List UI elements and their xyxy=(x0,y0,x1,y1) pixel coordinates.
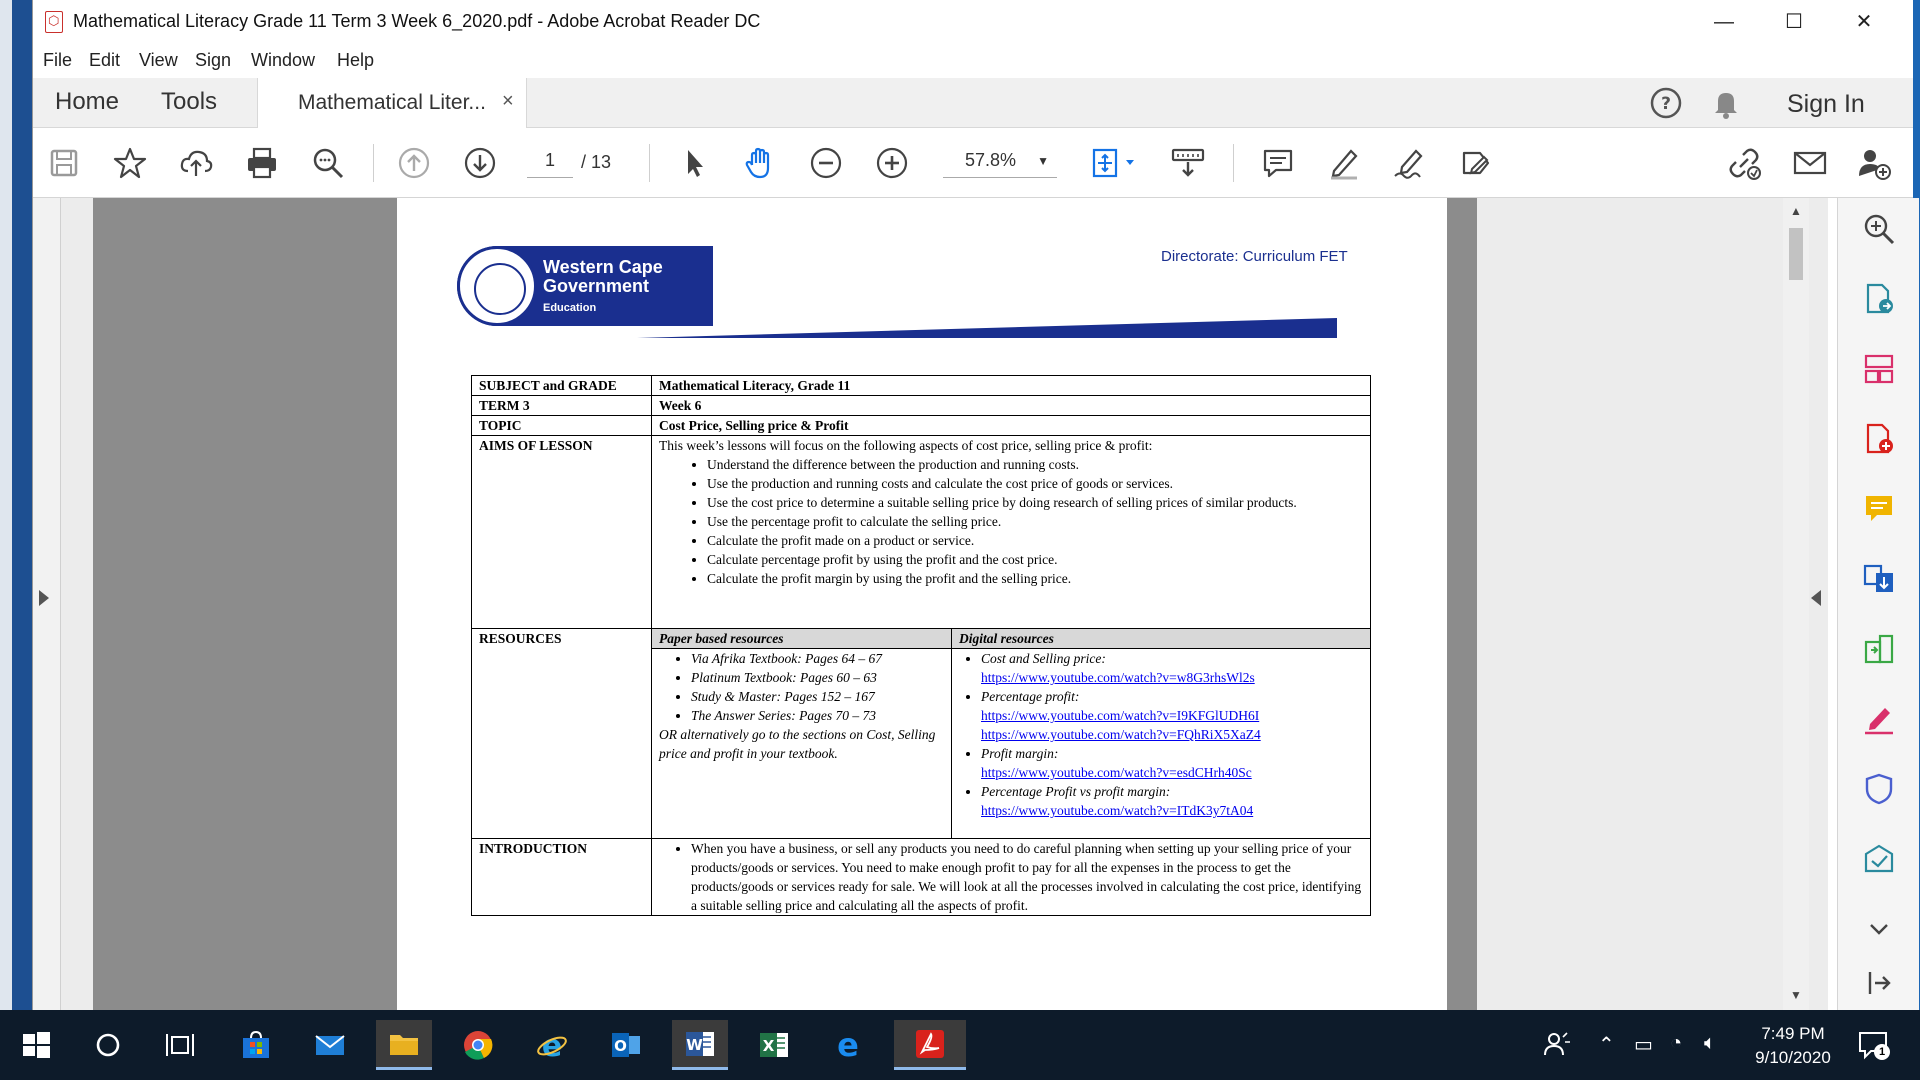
collapse-panel-icon[interactable] xyxy=(1858,962,1900,1004)
list-item: • Use the production and running costs and calculate the cost price of goods or services. xyxy=(707,474,1363,493)
list-item xyxy=(981,649,1363,687)
share-link-icon[interactable] xyxy=(1723,142,1765,184)
people-icon[interactable] xyxy=(1528,1020,1584,1070)
notification-count-badge: 1 xyxy=(1874,1044,1890,1060)
list-item: • Platinum Textbook: Pages 60 – 63 xyxy=(691,668,944,687)
menu-view[interactable]: View xyxy=(139,50,178,70)
aims-cell xyxy=(652,436,1371,629)
email-icon[interactable] xyxy=(1789,142,1831,184)
logo-subtext: Education xyxy=(543,302,597,314)
select-arrow-icon[interactable] xyxy=(673,142,715,184)
table-row xyxy=(472,396,1371,416)
digital-title: Percentage Profit vs profit margin: xyxy=(981,784,1171,799)
toolbar-divider xyxy=(1233,144,1234,182)
task-view-icon[interactable] xyxy=(152,1020,208,1070)
protect-shield-icon[interactable] xyxy=(1858,768,1900,810)
tab-document[interactable] xyxy=(257,78,527,129)
scroll-up-arrow-icon[interactable]: ▲ xyxy=(1790,204,1802,218)
svg-text:e: e xyxy=(541,1029,563,1062)
store-icon[interactable] xyxy=(228,1020,284,1070)
zoom-level-value: 57.8% xyxy=(965,150,1017,170)
maximize-button[interactable]: ☐ xyxy=(1785,11,1803,33)
logo-text xyxy=(543,258,663,296)
menu-window[interactable]: Window xyxy=(251,50,316,70)
list-item: • Via Afrika Textbook: Pages 64 – 67 xyxy=(691,649,944,668)
zoom-search-icon[interactable] xyxy=(1858,208,1900,250)
action-center-icon[interactable] xyxy=(1856,1028,1890,1062)
subject-value: Mathematical Literacy, Grade 11 xyxy=(652,376,1371,396)
internet-explorer-icon[interactable] xyxy=(524,1020,580,1070)
list-item xyxy=(981,744,1363,782)
topic-label: TOPIC xyxy=(472,416,652,436)
logo-emblem xyxy=(457,246,537,326)
organize-pages-icon[interactable] xyxy=(1858,348,1900,390)
introduction-cell xyxy=(652,839,1371,916)
chevron-down-icon: ▼ xyxy=(1037,154,1049,168)
search-zoom-icon[interactable] xyxy=(307,142,349,184)
digital-resources-list xyxy=(959,649,1363,820)
zoom-in-icon[interactable] xyxy=(871,142,913,184)
create-pdf-icon[interactable] xyxy=(1858,418,1900,460)
youtube-link[interactable]: https://www.youtube.com/watch?v=FQhRiX5XaZ4 xyxy=(981,727,1261,742)
digital-resources-cell xyxy=(952,649,1371,839)
subject-label: SUBJECT and GRADE xyxy=(472,376,652,396)
toolbar-divider xyxy=(373,144,374,182)
list-item: • Study & Master: Pages 152 – 167 xyxy=(691,687,944,706)
paper-resources-header: Paper based resources xyxy=(652,629,952,649)
table-row xyxy=(472,629,1371,649)
tab-bar xyxy=(33,78,1913,128)
export-pdf-icon[interactable] xyxy=(1858,278,1900,320)
page-up-icon[interactable] xyxy=(393,142,435,184)
volume-icon[interactable]: 🔈︎ xyxy=(1704,1032,1716,1054)
comment-tool-icon[interactable] xyxy=(1858,488,1900,530)
table-row xyxy=(472,436,1371,629)
lesson-plan-table xyxy=(471,375,1371,916)
toolbar-divider xyxy=(649,144,650,182)
youtube-link[interactable]: https://www.youtube.com/watch?v=esdCHrh40Sc xyxy=(981,765,1252,780)
edit-sign-icon[interactable] xyxy=(1455,142,1497,184)
tab-document-label: Mathematical Liter... xyxy=(298,91,486,114)
toolbar xyxy=(33,128,1913,198)
list-item: • Use the cost price to determine a suitable selling price by doing research of selling prices of similar products. xyxy=(707,493,1363,512)
wifi-icon[interactable]: ◔ xyxy=(1670,1032,1683,1054)
hand-icon[interactable] xyxy=(739,142,781,184)
close-window-button[interactable]: ✕ xyxy=(1855,11,1873,33)
windows-taskbar xyxy=(0,1010,1920,1080)
add-user-icon[interactable] xyxy=(1853,142,1895,184)
highlight-pen-icon[interactable] xyxy=(1323,142,1365,184)
aims-list xyxy=(659,455,1363,588)
comment-icon[interactable] xyxy=(1257,142,1299,184)
background-window-edge xyxy=(12,0,32,1010)
edge-icon[interactable] xyxy=(820,1020,876,1070)
window-title: Mathematical Literacy Grade 11 Term 3 Week 6_2020.pdf - Adobe Acrobat Reader DC xyxy=(73,11,761,31)
paper-resources-list xyxy=(659,649,944,725)
aims-intro: This week’s lessons will focus on the following aspects of cost price, selling price & profit: xyxy=(659,438,1153,453)
sign-pen-icon[interactable] xyxy=(1389,142,1431,184)
youtube-link[interactable]: https://www.youtube.com/watch?v=ITdK3y7tA04 xyxy=(981,803,1254,818)
bell-icon[interactable] xyxy=(1709,86,1743,120)
letterhead-swoosh xyxy=(637,316,1337,340)
digital-title: Cost and Selling price: xyxy=(981,651,1106,666)
term-label: TERM 3 xyxy=(472,396,652,416)
table-row xyxy=(472,376,1371,396)
start-windows-icon[interactable] xyxy=(8,1020,64,1070)
tab-tools[interactable]: Tools xyxy=(161,88,218,115)
digital-title: Profit margin: xyxy=(981,746,1059,761)
list-item: • Calculate the profit margin by using the profit and the selling price. xyxy=(707,569,1363,588)
excel-icon[interactable] xyxy=(746,1020,802,1070)
pdf-page xyxy=(397,198,1447,1010)
logo-line-2: Government xyxy=(543,276,650,296)
list-item xyxy=(981,687,1363,744)
paper-resources-cell xyxy=(652,649,952,839)
cortana-search-icon[interactable] xyxy=(80,1020,136,1070)
resources-label: RESOURCES xyxy=(472,629,652,839)
svg-text:W: W xyxy=(686,1035,703,1054)
clock-date: 9/10/2020 xyxy=(1755,1048,1831,1067)
term-value: Week 6 xyxy=(652,396,1371,416)
taskbar-clock[interactable] xyxy=(1738,1022,1848,1070)
vertical-scrollbar[interactable] xyxy=(1783,198,1809,1010)
zoom-out-icon[interactable] xyxy=(805,142,847,184)
directorate-label: Directorate: Curriculum FET xyxy=(1161,248,1348,265)
scroll-down-arrow-icon[interactable]: ▼ xyxy=(1790,988,1802,1002)
acrobat-window xyxy=(32,0,1912,1010)
fit-page-icon[interactable] xyxy=(1083,142,1145,184)
title-bar xyxy=(33,0,1913,44)
acrobat-reader-icon[interactable] xyxy=(894,1020,966,1070)
list-item: • Use the percentage profit to calculate the selling price. xyxy=(707,512,1363,531)
menu-edit[interactable]: Edit xyxy=(89,50,121,70)
collapse-right-panel-icon[interactable] xyxy=(1811,590,1821,606)
file-explorer-icon[interactable] xyxy=(376,1020,432,1070)
menu-help[interactable]: Help xyxy=(337,50,375,70)
topic-value: Cost Price, Selling price & Profit xyxy=(652,416,1371,436)
digital-resources-header: Digital resources xyxy=(952,629,1371,649)
save-icon[interactable] xyxy=(43,142,85,184)
document-viewport xyxy=(33,198,1828,1010)
fill-sign-icon[interactable] xyxy=(1858,698,1900,740)
youtube-link[interactable]: https://www.youtube.com/watch?v=w8G3rhsWl2s xyxy=(981,670,1255,685)
pdf-file-icon xyxy=(45,11,63,33)
sign-in-button[interactable]: Sign In xyxy=(1787,90,1865,118)
battery-icon[interactable]: ▭ xyxy=(1634,1034,1653,1056)
upload-cloud-icon[interactable] xyxy=(175,142,217,184)
list-item: • Understand the difference between the production and running costs. xyxy=(707,455,1363,474)
word-icon[interactable] xyxy=(672,1020,728,1070)
send-for-review-icon[interactable] xyxy=(1858,838,1900,880)
minimize-button[interactable]: — xyxy=(1714,11,1734,33)
list-item xyxy=(981,782,1363,820)
clock-time: 7:49 PM xyxy=(1761,1024,1825,1043)
svg-text:X: X xyxy=(762,1037,775,1055)
expand-left-panel-icon[interactable] xyxy=(39,590,49,606)
menu-sign[interactable]: Sign xyxy=(195,50,232,70)
right-tools-panel xyxy=(1837,198,1919,1010)
youtube-link[interactable]: https://www.youtube.com/watch?v=I9KFGlUDH6I xyxy=(981,708,1260,723)
svg-text:e: e xyxy=(837,1028,859,1062)
list-item: • When you have a business, or sell any products you need to do careful planning when setting up your selling price of your products/goods or services. You need to make enough profit to pay for all the expenses in the process to get the products/goods or services ready for sale. We will look at all the processes involved in calculating the cost price, identifying a suitable selling price and calculating all the aspects of profit. xyxy=(691,839,1363,915)
show-hidden-icons-chevron[interactable]: ⌃ xyxy=(1598,1034,1615,1056)
svg-text:O: O xyxy=(614,1037,627,1055)
chrome-icon[interactable] xyxy=(450,1020,506,1070)
menu-file[interactable]: File xyxy=(43,50,73,70)
left-panel-toggle[interactable] xyxy=(33,198,61,1010)
logo-line-1: Western Cape xyxy=(543,257,663,277)
wcg-logo xyxy=(457,246,713,326)
aims-label: AIMS OF LESSON xyxy=(472,436,652,629)
print-icon[interactable] xyxy=(241,142,283,184)
tab-home[interactable]: Home xyxy=(55,88,120,115)
page-number-input[interactable]: 1 xyxy=(527,150,573,178)
table-row xyxy=(472,839,1371,916)
list-item: • Calculate the profit made on a product or service. xyxy=(707,531,1363,550)
list-item: • The Answer Series: Pages 70 – 73 xyxy=(691,706,944,725)
scrollbar-thumb[interactable] xyxy=(1789,228,1803,280)
page-total: / 13 xyxy=(581,152,612,172)
svg-text:?: ? xyxy=(1661,94,1671,114)
page-down-icon[interactable] xyxy=(459,142,501,184)
edit-pdf-icon[interactable] xyxy=(1858,628,1900,670)
table-row xyxy=(472,416,1371,436)
scroll-mode-icon[interactable] xyxy=(1167,142,1209,184)
bookmark-star-icon[interactable] xyxy=(109,142,151,184)
menu-bar xyxy=(33,44,1913,78)
help-icon[interactable] xyxy=(1649,86,1683,120)
mail-icon[interactable] xyxy=(302,1020,358,1070)
close-tab-icon[interactable]: × xyxy=(502,90,514,112)
list-item: • Calculate percentage profit by using the profit and the cost price. xyxy=(707,550,1363,569)
introduction-label: INTRODUCTION xyxy=(472,839,652,916)
zoom-level-select[interactable] xyxy=(943,150,1057,178)
outlook-icon[interactable] xyxy=(598,1020,654,1070)
coat-of-arms-icon xyxy=(474,263,526,315)
desktop-edge xyxy=(0,0,12,1010)
combine-files-icon[interactable] xyxy=(1858,558,1900,600)
more-tools-chevron-icon[interactable] xyxy=(1858,908,1900,950)
paper-resources-note: OR alternatively go to the sections on Cost, Selling price and profit in your textbook. xyxy=(659,727,936,761)
introduction-list xyxy=(659,839,1363,915)
digital-title: Percentage profit: xyxy=(981,689,1080,704)
